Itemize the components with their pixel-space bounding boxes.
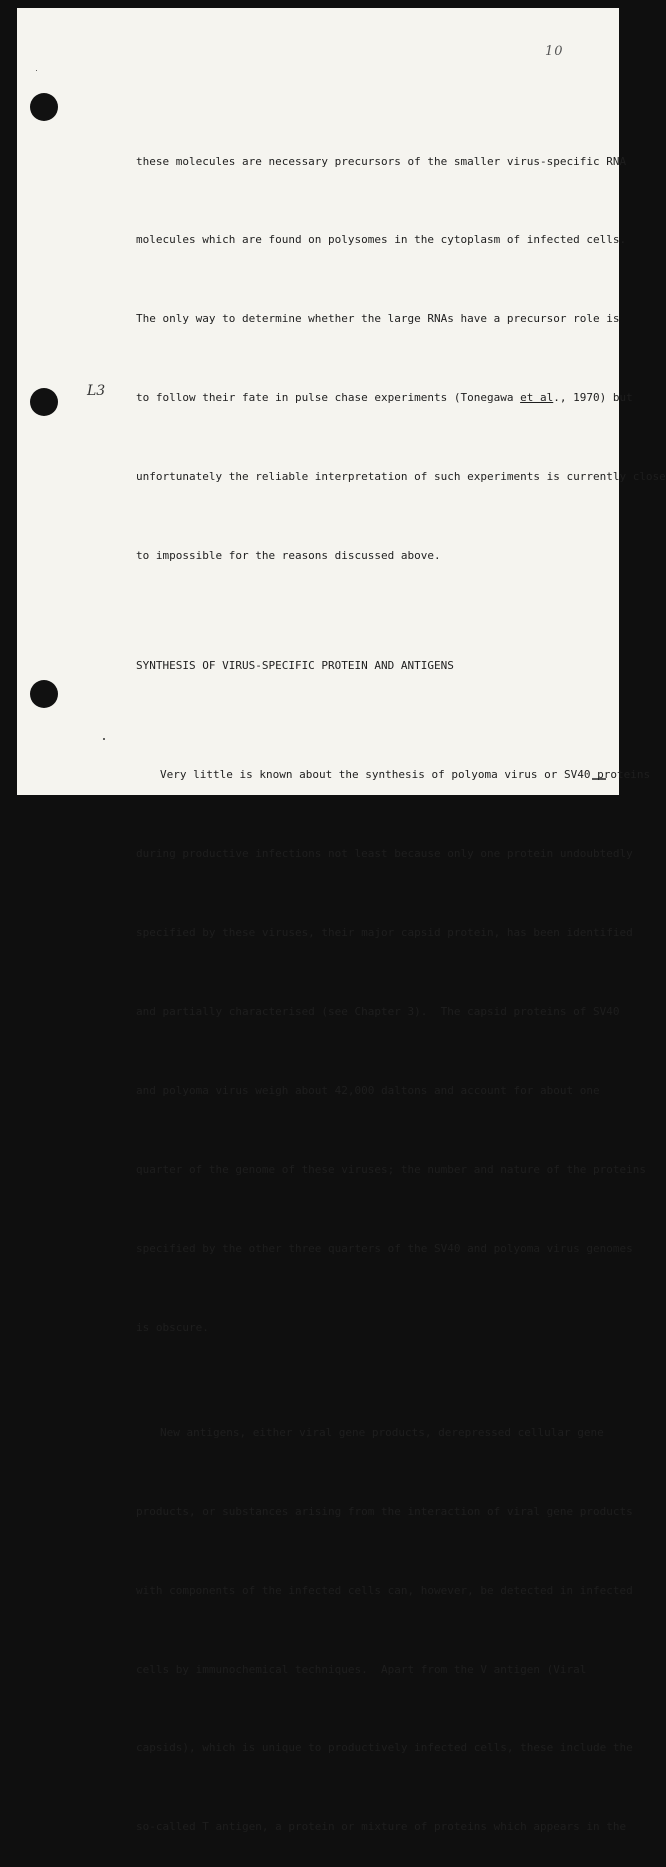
- text-line: during productive infections not least because only one protein undoubtedly: [136, 847, 633, 861]
- text-line: specified by these viruses, their major capsid protein, has been identified: [136, 926, 633, 940]
- binder-hole: [30, 388, 58, 416]
- binder-hole: [30, 680, 58, 708]
- speck: [103, 738, 105, 740]
- text-line: molecules which are found on polysomes in the cytoplasm of infected cells.: [136, 233, 627, 247]
- speck: [36, 70, 37, 71]
- text-line: so-called T antigen, a protein or mixture of proteins which appears in the: [136, 1820, 627, 1834]
- text-line: and partially characterised (see Chapter 3). The capsid proteins of SV40: [136, 1005, 620, 1019]
- citation-et-al: et al: [520, 391, 554, 405]
- page-number: 10: [545, 44, 564, 59]
- section-heading: SYNTHESIS OF VIRUS-SPECIFIC PROTEIN AND ANTIGENS: [136, 659, 454, 673]
- text-line: and polyoma virus weigh about 42,000 daltons and account for about one: [136, 1083, 600, 1097]
- text-line: Very little is known about the synthesis of polyoma virus or SV40 proteins: [160, 768, 651, 782]
- text-line: specified by the other three quarters of the SV40 and polyoma virus genomes: [136, 1241, 633, 1255]
- text-line: with components of the infected cells can, however, be detected in infected: [136, 1583, 633, 1597]
- margin-annotation: L3: [87, 383, 106, 399]
- body-text: [136, 96, 666, 1867]
- text-line: to impossible for the reasons discussed above.: [136, 549, 441, 563]
- text-line: cells by immunochemical techniques. Apart from the V antigen (Viral: [136, 1662, 587, 1676]
- text-line: these molecules are necessary precursors of the smaller virus-specific RNA: [136, 154, 627, 168]
- text-line-citation: [136, 385, 633, 411]
- text-line: capsids), which is unique to productively infected cells, these include the: [136, 1741, 633, 1755]
- citation-text: to follow their fate in pulse chase experiments (Tonegawa: [136, 391, 521, 405]
- text-line: quarter of the genome of these viruses; the number and nature of the proteins: [136, 1162, 646, 1176]
- text-line: New antigens, either viral gene products, derepressed cellular gene: [160, 1425, 604, 1439]
- binder-hole: [30, 93, 58, 121]
- citation-year: ., 1970) but: [553, 391, 633, 405]
- text-line: is obscure.: [136, 1320, 209, 1334]
- text-line: unfortunately the reliable interpretation of such experiments is currently close: [136, 470, 666, 484]
- text-line: products, or substances arising from the interaction of viral gene products: [136, 1504, 633, 1518]
- text-line: The only way to determine whether the large RNAs have a precursor role is: [136, 312, 620, 326]
